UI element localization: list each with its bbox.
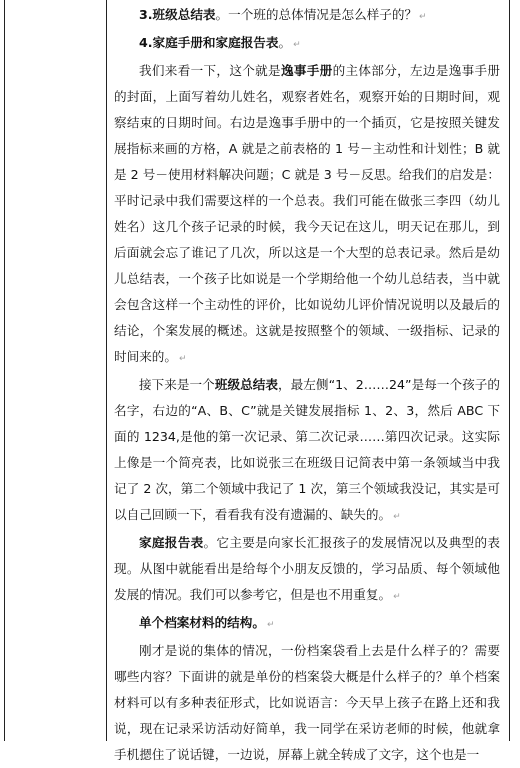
bold-text: 4.家庭手册和家庭报告表 [139,35,279,50]
document-body [114,2,500,768]
table-border-left [4,0,5,741]
bold-text: 家庭报告表 [139,535,204,550]
table-border-right [509,0,510,741]
bold-text: 逸事手册 [280,63,333,78]
table-column-divider [106,0,107,741]
bold-text: 3.班级总结表 [139,7,216,22]
paragraph-mark-icon: ↵ [393,512,401,522]
text: 。一个班的总体情况是怎么样子的？ [215,7,418,22]
paragraph [114,530,500,610]
bold-text: 单个档案材料的结构 [139,615,253,630]
paragraph [114,2,500,30]
text: 刚才是说的集体的情况，一份档案袋看上去是什么样子的？需要哪些内容？下面讲的就是单份的档案袋大概是什么样子的？单个档案材料可以有多种表征形式，比如说语言：今天早上孩子在路上还和我说，现在记录采访活动好简单，我一同学在采访老师的时候，他就拿手机摁住了说话键，一边说，屏幕上就全转成了文字，这个也是一 [114,643,500,762]
text: 。 [278,35,292,50]
paragraph [114,638,500,768]
paragraph-mark-icon: ↵ [419,12,427,22]
paragraph [114,30,500,58]
paragraph [114,372,500,530]
paragraph-mark-icon: ↵ [266,620,275,630]
paragraph-mark-icon: ↵ [178,354,187,364]
paragraph-mark-icon: ↵ [293,40,301,50]
text: 。它主要是向家长汇报孩子的发展情况以及典型的表现。从图中就能看出是给每个小朋友反馈的，学习品质、每个领域他发展的情况。我们可以参考它，但是也不用重复。 [114,535,501,602]
text: 的主体部分，左边是逸事手册的封面，上面写着幼儿姓名，观察者姓名，观察开始的日期时间，观察结束的日期时间。右边是逸事手册中的一个插页，它是按照关键发展指标来画的方格，A 就是之前表格的 1 号－主动性和计划性；B 就是 2 号－使用材料解决问题；C 就是 3 号－反思。给我们的启发是：平时记录中我们需要这样的一个总表。我们可能在做张三李四（幼儿姓名）这几个孩子记录的时候，我今天记在这儿，明天记在那儿，到后面就会忘了谁记了几次，所以这是一个大型的总表记录。然后是幼儿总结表，一个孩子比如说是一个学期给他一个幼儿总结表，当中就会包含这样一个主动性的评价，比如说幼儿评价情况说明以及最后的结论，个案发展的概述。这就是按照整个的领域、一级指标、记录的时间来的。 [114,63,501,364]
text: ，最左侧“1、2……24”是每一个孩子的名字，右边的“A、B、C”就是关键发展指标 1、2、3，然后 ABC 下面的 1234,是他的第一次记录、第二次记录……第四次记录。这实际上像是一个简亮表，比如说张三在班级日记简表中第一条领域当中我记了 2 次，第二个领域中我记了 1 次，第三个领域我没记，其实是可以自己回顾一下，看看我有没有遗漏的、缺失的。 [114,377,500,522]
text: 我们来看一下，这个就是 [139,63,281,78]
bold-text: 。 [252,615,265,630]
paragraph [114,58,500,372]
paragraph-mark-icon: ↵ [393,592,401,602]
paragraph [114,610,500,638]
text: 接下来是一个 [139,377,215,392]
bold-text: 班级总结表 [214,377,279,392]
